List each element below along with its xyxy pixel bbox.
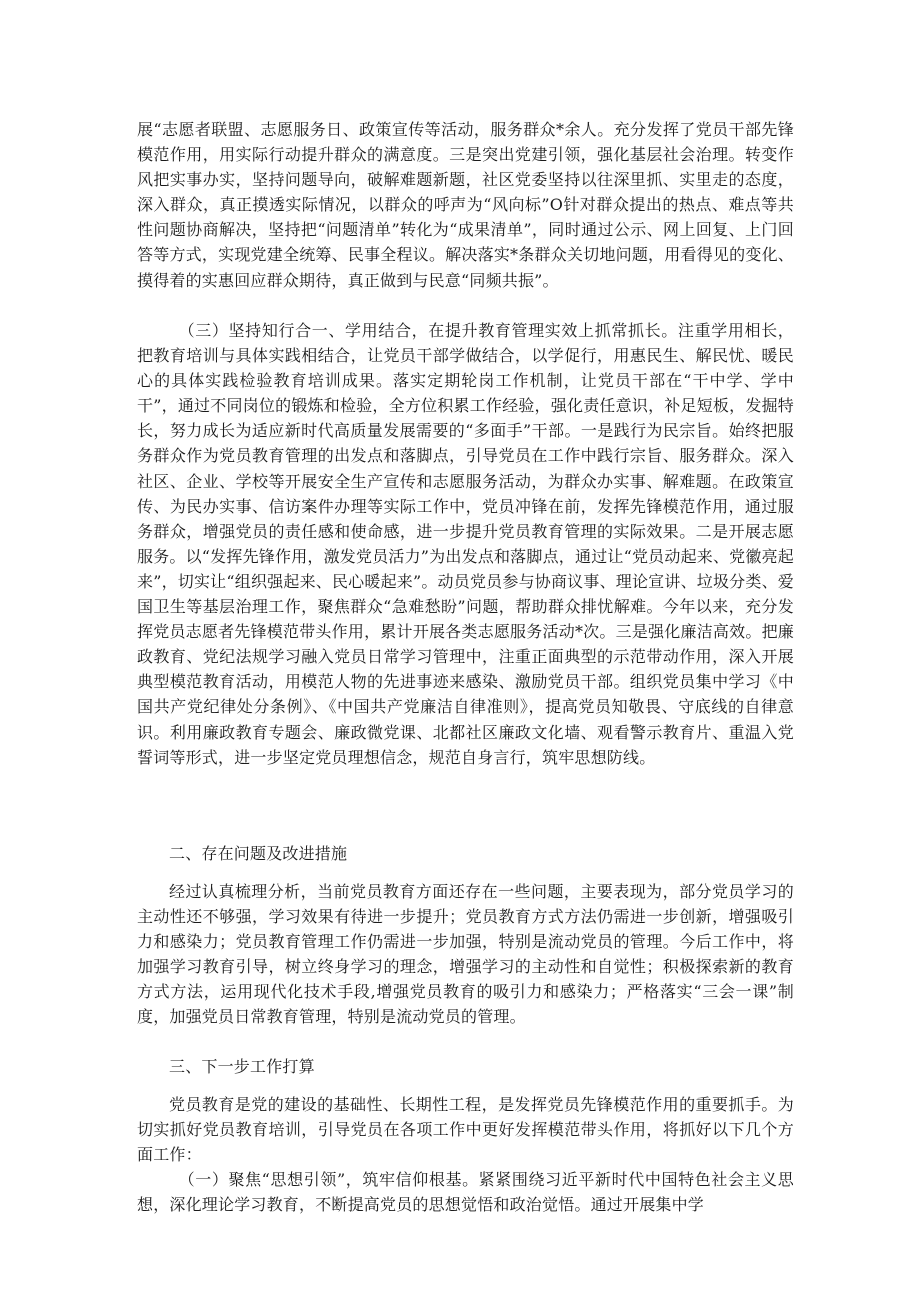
paragraph-volunteer-services: 展“志愿者联盟、志愿服务日、政策宣传等活动，服务群众*余人。充分发挥了党员干部先锋模范作用，用实际行动提升群众的满意度。三是突出党建引领，强化基层社会治理。转变作风把实事办实，坚持问题导向，破解难题新题，社区党委坚持以往深里抓、实里走的态度，深入群众，真正摸透实际情况，以群众的呼声为“风向标”O针对群众提出的热点、难点等共性问题协商解决，坚持把“问题清单”转化为“成果清单”，同时通过公示、网上回复、上门回答等方式，实现党建全统筹、民事全程议。解决落实*条群众关切地问题，用看得见的变化、摸得着的实惠回应群众期待，真正做到与民意“同频共振”。: [137, 120, 794, 290]
heading-next-steps: 三、下一步工作打算: [169, 1057, 315, 1076]
paragraph-section-three-practice: （三）坚持知行合一、学用结合，在提升教育管理实效上抓常抓长。注重学用相长，把教育培训与具体实践相结合，让党员干部学做结合，以学促行，用惠民生、解民忧、暖民心的具体实践检验教育培训成果。落实定期轮岗工作机制，让党员干部在“干中学、学中干”，通过不同岗位的锻炼和检验，全方位积累工作经验，强化责任意识，补足短板，发掘特长，努力成长为适应新时代高质量发展需要的“多面手”干部。一是践行为民宗旨。始终把服务群众作为党员教育管理的出发点和落脚点，引导党员在工作中践行宗旨、服务群众。深入社区、企业、学校等开展安全生产宣传和志愿服务活动，为群众办实事、解难题。在政策宣传、为民办实事、信访案件办理等实际工作中，党员冲锋在前，发挥先锋模范作用，通过服务群众，增强党员的责任感和使命感，进一步提升党员教育管理的实际效果。二是开展志愿服务。以“发挥先锋作用，激发党员活力”为出发点和落脚点，通过让“党员动起来、党徽亮起来”，切实让“组织强起来、民心暖起来”。动员党员参与协商议事、理论宣讲、垃圾分类、爱国卫生等基层治理工作，聚焦群众“急难愁盼”问题，帮助群众排忧解难。今年以来，充分发挥党员志愿者先锋模范带头作用，累计开展各类志愿服务活动*次。三是强化廉洁高效。把廉政教育、党纪法规学习融入党员日常学习管理中，注重正面典型的示范带动作用，深入开展典型模范教育活动，用模范人物的先进事迹来感染、激励党员干部。组织党员集中学习《中国共产党纪律处分条例》、《中国共产党廉洁自律准则》，提高党员知敬畏、守底线的自律意识。利用廉政教育专题会、廉政微党课、北都社区廉政文化墙、观看警示教育片、重温入党誓词等形式，进一步坚定党员理想信念，规范自身言行，筑牢思想防线。: [137, 321, 794, 767]
paragraph-ideological-guidance: （一）聚焦“思想引领”，筑牢信仰根基。紧紧围绕习近平新时代中国特色社会主义思想，深化理论学习教育，不断提高党员的思想觉悟和政治觉悟。通过开展集中学: [137, 1170, 794, 1215]
paragraph-next-steps-intro: 党员教育是党的建设的基础性、长期性工程，是发挥党员先锋模范作用的重要抓手。为切实抓好党员教育培训，引导党员在各项工作中更好发挥模范带头作用，将抓好以下几个方面工作：: [137, 1095, 794, 1165]
paragraph-problems-analysis: 经过认真梳理分析，当前党员教育方面还存在一些问题，主要表现为，部分党员学习的主动性还不够强，学习效果有待进一步提升；党员教育方式方法仍需进一步创新，增强吸引力和感染力；党员教育管理工作仍需进一步加强，特别是流动党员的管理。今后工作中，将加强学习教育引导，树立终身学习的理念，增强学习的主动性和自觉性；积极探索新的教育方式方法，运用现代化技术手段,增强党员教育的吸引力和感染力；严格落实“三会一课”制度，加强党员日常教育管理，特别是流动党员的管理。: [137, 882, 794, 1027]
heading-problems-and-measures: 二、存在问题及改进措施: [169, 844, 348, 863]
